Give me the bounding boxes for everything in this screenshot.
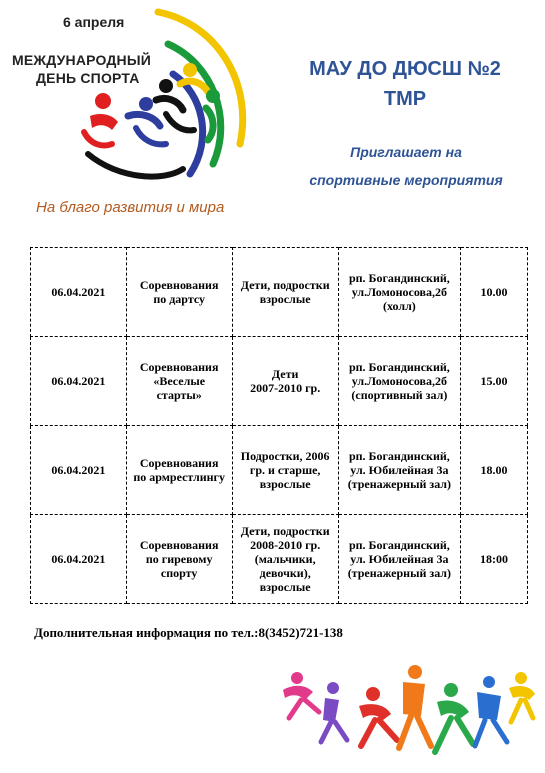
place-line: (спортивный зал)	[351, 388, 448, 402]
event-name-line: по армрестлингу	[133, 470, 226, 484]
place-line: ул.Ломоносова,2б	[351, 374, 448, 388]
organization-line2: ТМР	[383, 88, 427, 110]
place-line: рп. Богандинский,	[348, 538, 450, 552]
event-name-line: по дартсу	[153, 292, 206, 306]
event-participants-cell	[232, 515, 338, 604]
participants-line: Дети, подростки	[240, 278, 330, 292]
event-name-line: Соревнования	[139, 538, 219, 552]
organization-title	[275, 54, 535, 114]
table-row	[31, 515, 528, 604]
event-time-cell: 18:00	[461, 515, 528, 604]
event-date-cell: 06.04.2021	[31, 337, 127, 426]
event-name-cell	[126, 248, 232, 337]
logo-date-label: 6 апреля	[63, 14, 125, 30]
organization-line1: МАУ ДО ДЮСШ №2	[309, 58, 501, 80]
place-line: рп. Богандинский,	[348, 360, 450, 374]
place-line: рп. Богандинский,	[348, 271, 450, 285]
participants-line: Дети	[271, 367, 299, 381]
place-line: ул.Ломоносова,2б	[351, 285, 448, 299]
sport-day-logo-graphic	[8, 4, 258, 189]
participants-line: девочки),	[259, 566, 311, 580]
event-name-line: «Веселые	[153, 374, 206, 388]
athletes-silhouettes-illustration	[275, 660, 537, 768]
invitation-line2: спортивные мероприятия	[309, 172, 503, 188]
event-name-line: по гиревому	[145, 552, 213, 566]
event-place-cell	[338, 248, 460, 337]
invitation-line1: Приглашает на	[350, 144, 462, 160]
event-name-line: Соревнования	[139, 456, 219, 470]
event-place-cell	[338, 426, 460, 515]
table-row	[31, 337, 528, 426]
event-name-cell	[126, 337, 232, 426]
events-table-body	[31, 248, 528, 604]
place-line: (тренажерный зал)	[347, 477, 452, 491]
participants-line: взрослые	[259, 580, 311, 594]
event-date-cell: 06.04.2021	[31, 515, 127, 604]
contact-info: Дополнительная информация по тел.:8(3452)721-138	[34, 625, 343, 640]
participants-line: взрослые	[259, 292, 311, 306]
sport-day-logo	[8, 4, 258, 189]
event-participants-cell	[232, 248, 338, 337]
logo-title-line1: МЕЖДУНАРОДНЫЙ	[12, 52, 152, 68]
invitation-text	[290, 138, 522, 194]
participants-line: (мальчики,	[254, 552, 316, 566]
event-participants-cell	[232, 337, 338, 426]
event-date-cell: 06.04.2021	[31, 426, 127, 515]
athletes-silhouettes-graphic	[275, 660, 537, 768]
participants-line: Подростки, 2006	[240, 449, 330, 463]
participants-line: Дети, подростки	[240, 524, 330, 538]
event-participants-cell	[232, 426, 338, 515]
participants-line: 2007-2010 гр.	[250, 381, 321, 395]
event-date-cell: 06.04.2021	[31, 248, 127, 337]
event-name-line: старты»	[156, 388, 202, 402]
place-line: (тренажерный зал)	[347, 566, 452, 580]
event-time-cell: 15.00	[461, 337, 528, 426]
event-name-cell	[126, 426, 232, 515]
table-row	[31, 248, 528, 337]
event-name-line: Соревнования	[139, 360, 219, 374]
participants-line: гр. и старше,	[249, 463, 321, 477]
event-place-cell	[338, 515, 460, 604]
logo-title-line2: ДЕНЬ СПОРТА	[36, 70, 140, 86]
event-place-cell	[338, 337, 460, 426]
place-line: ул. Юбилейная 3а	[350, 552, 449, 566]
place-line: ул. Юбилейная 3а	[350, 463, 449, 477]
participants-line: взрослые	[259, 477, 311, 491]
events-table	[30, 247, 528, 604]
event-time-cell: 10.00	[461, 248, 528, 337]
table-row	[31, 426, 528, 515]
event-time-cell: 18.00	[461, 426, 528, 515]
event-name-line: спорту	[160, 566, 198, 580]
place-line: рп. Богандинский,	[348, 449, 450, 463]
motto-text: На благо развития и мира	[36, 199, 225, 216]
place-line: (холл)	[382, 299, 416, 313]
event-name-line: Соревнования	[139, 278, 219, 292]
event-name-cell	[126, 515, 232, 604]
participants-line: 2008-2010 гр.	[250, 538, 321, 552]
